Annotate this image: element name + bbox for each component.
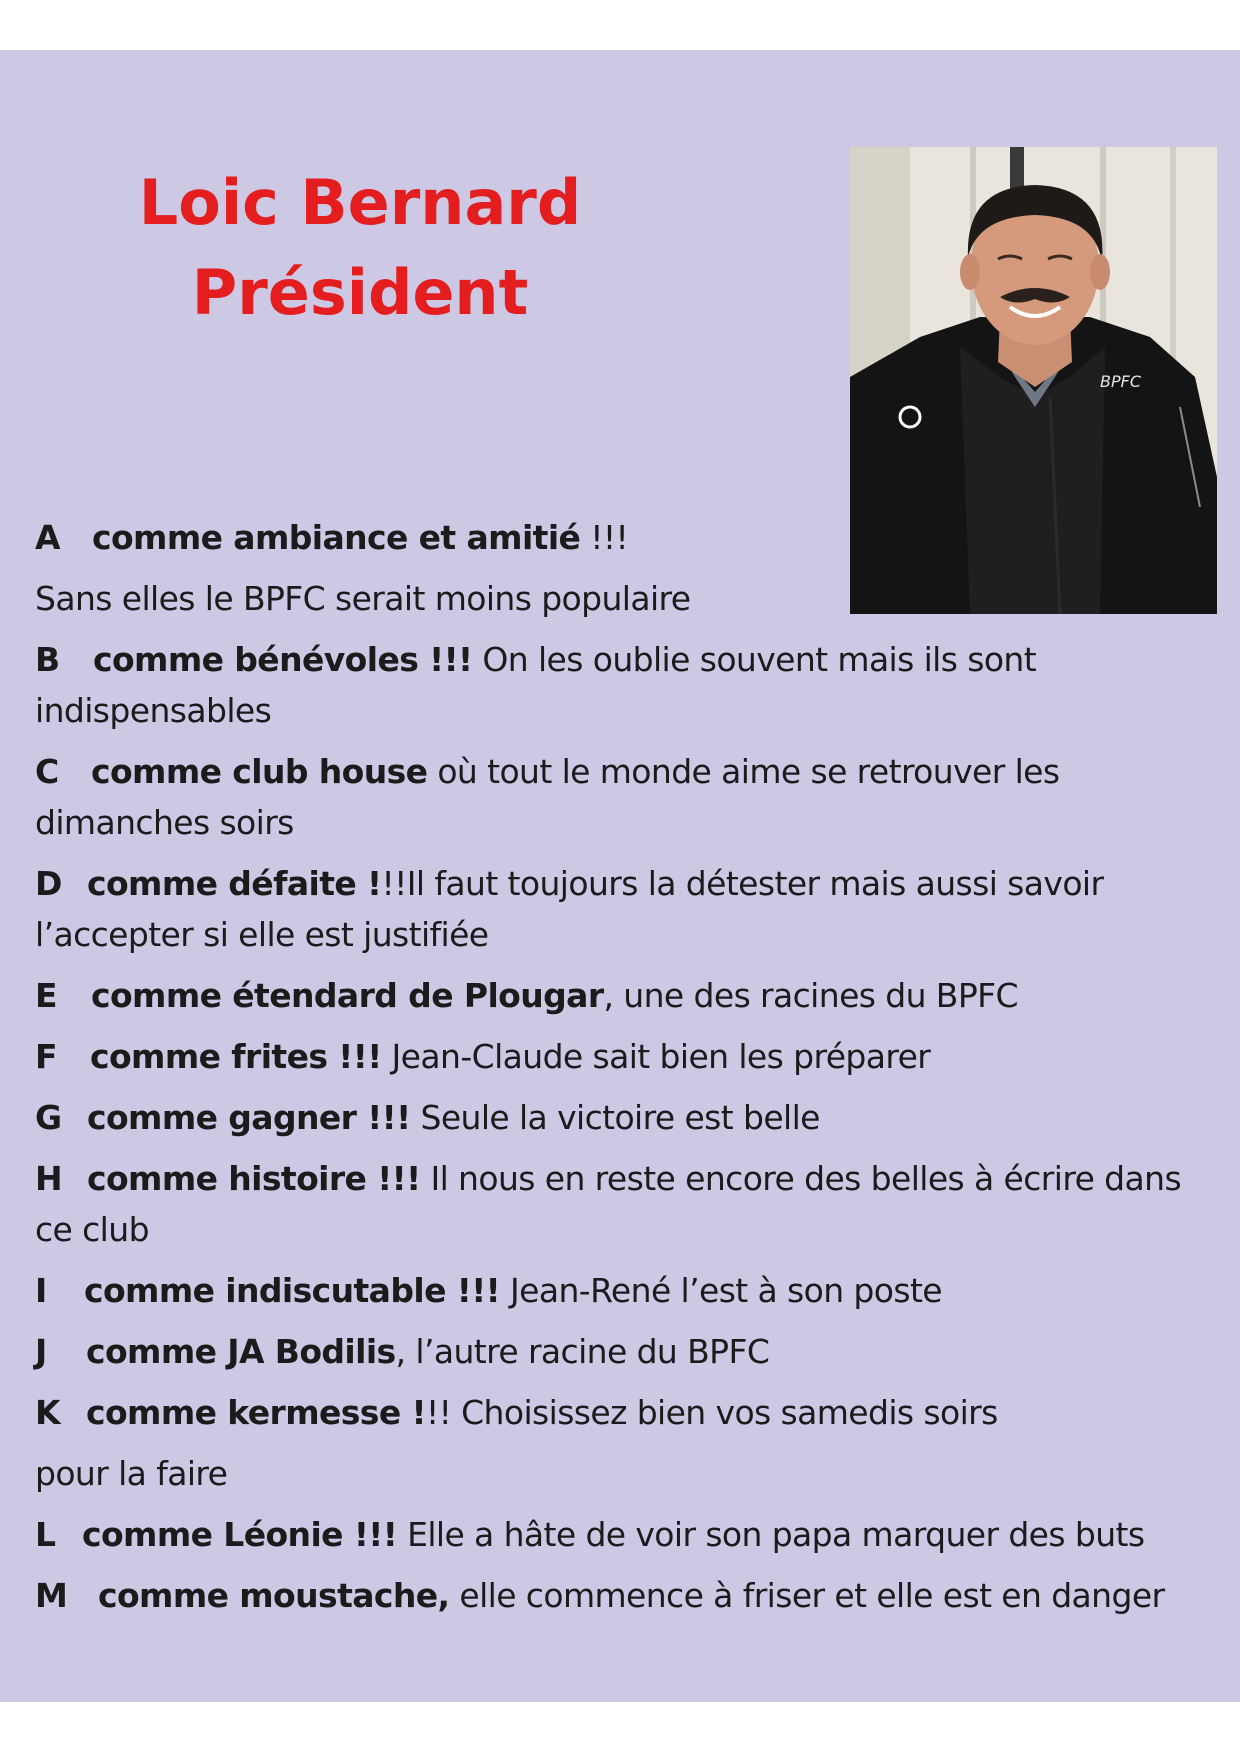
entry-letter: I bbox=[35, 1271, 47, 1310]
list-item bbox=[35, 909, 1225, 960]
entry-text: Jean-René l’est à son poste bbox=[500, 1271, 942, 1310]
list-item bbox=[35, 1204, 1225, 1255]
entry-text: ce club bbox=[35, 1210, 149, 1249]
title-block bbox=[40, 158, 680, 338]
entry-text: pour la faire bbox=[35, 1454, 228, 1493]
entry-letter: B bbox=[35, 640, 60, 679]
entry-keyword: comme JA Bodilis bbox=[86, 1332, 396, 1371]
entry-text: indispensables bbox=[35, 691, 272, 730]
entry-text: !!Il faut toujours la détester mais aussi savoir bbox=[381, 864, 1104, 903]
list-item bbox=[35, 1153, 1225, 1204]
entry-letter: K bbox=[35, 1393, 60, 1432]
entry-letter: F bbox=[35, 1037, 57, 1076]
entry-letter: A bbox=[35, 518, 60, 557]
entry-text: !! Choisissez bien vos samedis soirs bbox=[425, 1393, 998, 1432]
entry-text: où tout le monde aime se retrouver les bbox=[427, 752, 1060, 791]
president-name: Loic Bernard bbox=[138, 166, 582, 239]
list-item bbox=[35, 573, 1225, 624]
entry-keyword: comme club house bbox=[91, 752, 428, 791]
entry-text: Seule la victoire est belle bbox=[410, 1098, 820, 1137]
entry-letter: L bbox=[35, 1515, 56, 1554]
entry-text: elle commence à friser et elle est en danger bbox=[449, 1576, 1165, 1615]
list-item bbox=[35, 970, 1225, 1021]
entry-keyword: comme ambiance et amitié bbox=[92, 518, 581, 557]
entry-keyword: comme gagner !!! bbox=[87, 1098, 411, 1137]
entry-keyword: comme Léonie !!! bbox=[82, 1515, 398, 1554]
list-item bbox=[35, 1326, 1225, 1377]
entry-letter: C bbox=[35, 752, 59, 791]
shirt-logo: BPFC bbox=[1100, 372, 1141, 391]
entry-text: Il nous en reste encore des belles à écrire dans bbox=[420, 1159, 1182, 1198]
entry-text: Jean-Claude sait bien les préparer bbox=[381, 1037, 931, 1076]
entry-keyword: comme bénévoles !!! bbox=[93, 640, 473, 679]
list-item bbox=[35, 797, 1225, 848]
entry-keyword: comme frites !!! bbox=[90, 1037, 382, 1076]
entry-keyword: comme kermesse ! bbox=[86, 1393, 426, 1432]
list-item bbox=[35, 1031, 1225, 1082]
entry-letter: D bbox=[35, 864, 62, 903]
list-item bbox=[35, 1387, 1225, 1438]
list-item bbox=[35, 685, 1225, 736]
list-item bbox=[35, 858, 1225, 909]
entry-letter: J bbox=[35, 1332, 47, 1371]
president-role: Président bbox=[191, 256, 529, 329]
entry-letter: M bbox=[35, 1576, 68, 1615]
page-background bbox=[0, 50, 1240, 1702]
entry-text: , une des racines du BPFC bbox=[603, 976, 1018, 1015]
entry-keyword: comme indiscutable !!! bbox=[84, 1271, 501, 1310]
list-item bbox=[35, 512, 1225, 563]
list-item bbox=[35, 746, 1225, 797]
entry-text: l’accepter si elle est justifiée bbox=[35, 915, 489, 954]
list-item bbox=[35, 634, 1225, 685]
list-item bbox=[35, 1265, 1225, 1316]
entry-text: Sans elles le BPFC serait moins populaire bbox=[35, 579, 691, 618]
entry-keyword: comme étendard de Plougar bbox=[91, 976, 604, 1015]
entry-text: dimanches soirs bbox=[35, 803, 294, 842]
entry-text: !!! bbox=[580, 518, 629, 557]
entry-letter: G bbox=[35, 1098, 62, 1137]
entry-letter: E bbox=[35, 976, 57, 1015]
entry-text: On les oublie souvent mais ils sont bbox=[472, 640, 1037, 679]
list-item bbox=[35, 1509, 1225, 1560]
entry-text: , l’autre racine du BPFC bbox=[395, 1332, 770, 1371]
entry-keyword: comme défaite ! bbox=[87, 864, 382, 903]
entry-keyword: comme histoire !!! bbox=[87, 1159, 421, 1198]
list-item bbox=[35, 1092, 1225, 1143]
list-item bbox=[35, 1570, 1225, 1621]
entry-text: Elle a hâte de voir son papa marquer des buts bbox=[397, 1515, 1145, 1554]
list-item bbox=[35, 1448, 1225, 1499]
entry-keyword: comme moustache, bbox=[98, 1576, 450, 1615]
entry-letter: H bbox=[35, 1159, 63, 1198]
